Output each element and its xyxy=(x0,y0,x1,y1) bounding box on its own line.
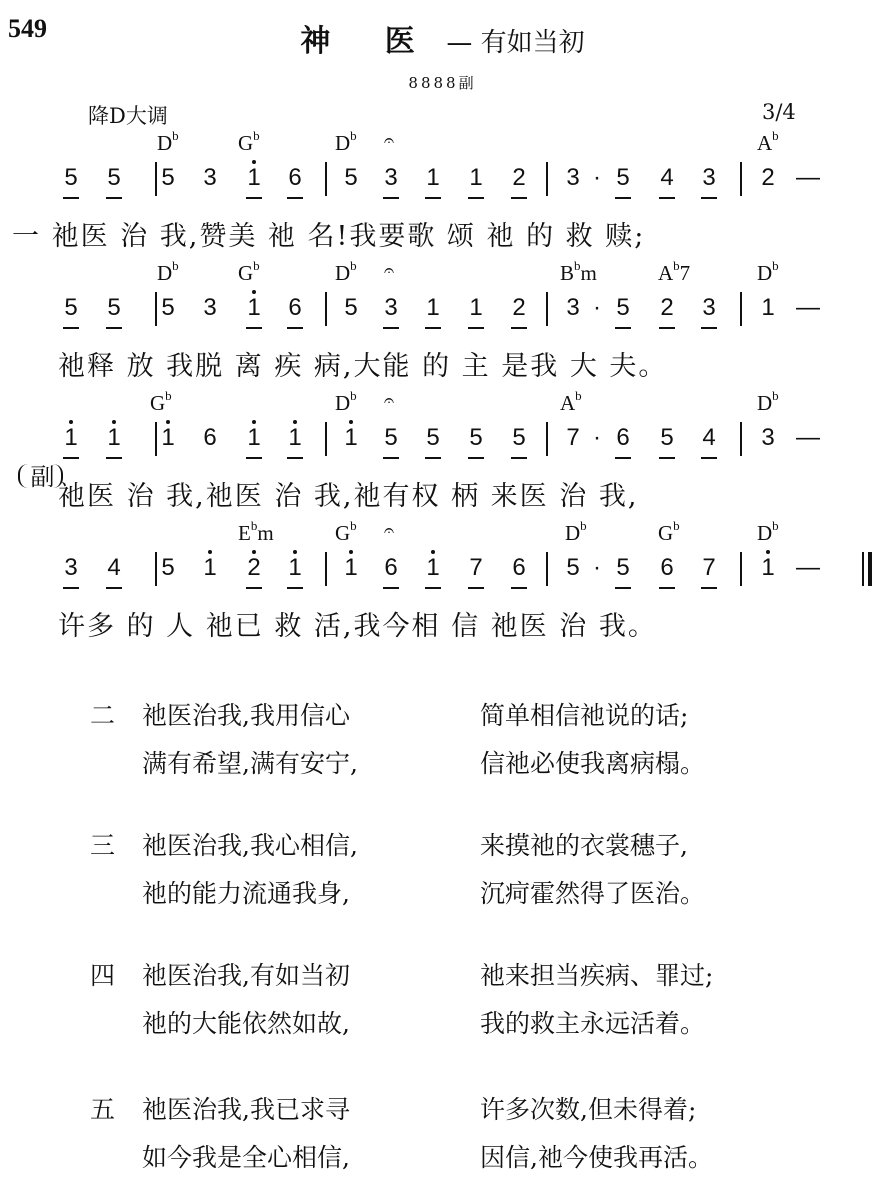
note: 5 xyxy=(508,424,530,452)
barline xyxy=(546,422,548,456)
note: 5 xyxy=(612,164,634,192)
note: 5 xyxy=(566,554,580,581)
note: 3 xyxy=(761,424,775,451)
stanza-line-right: 我的救主永远活着。 xyxy=(480,1009,706,1038)
note: 1 xyxy=(157,424,179,452)
hymn-title xyxy=(0,16,885,60)
note: 1 xyxy=(422,554,444,582)
stanza-number: 二 xyxy=(90,701,116,730)
note: 1 xyxy=(243,424,265,452)
stanza-line-right: 简单相信祂说的话; xyxy=(480,701,689,730)
dot: · xyxy=(593,554,601,581)
note: 1 xyxy=(243,294,265,322)
note: 1 xyxy=(465,164,487,192)
note: 6 xyxy=(380,554,402,582)
fermata-icon: 𝄐 xyxy=(384,390,395,411)
note: 1 xyxy=(199,554,221,582)
note: 1 xyxy=(340,424,362,452)
barline xyxy=(740,552,742,586)
stanza-number: 三 xyxy=(90,831,116,860)
stanza-line-right: 沉疴霍然得了医治。 xyxy=(480,879,706,908)
note: 1 xyxy=(103,424,125,452)
note: 3 xyxy=(566,294,580,321)
stanza-line-left: 祂的大能依然如故, xyxy=(142,1009,350,1038)
chord-symbol: $D^b$ xyxy=(565,518,587,545)
note: 3 xyxy=(698,294,720,322)
dot: · xyxy=(593,424,601,451)
chorus-label: 副 xyxy=(18,464,63,488)
stanza-line-left: 祂医治我,我心相信, xyxy=(142,831,358,860)
note: 3 xyxy=(60,554,82,582)
note: 5 xyxy=(656,424,678,452)
barline xyxy=(740,422,742,456)
lyrics-line: 祂释 放 我脱 离 疾 病,大能 的 主 是我 大 夫。 xyxy=(58,351,668,382)
note: 5 xyxy=(60,164,82,192)
note: 5 xyxy=(422,424,444,452)
dot: · xyxy=(593,294,601,321)
note: 1 xyxy=(757,554,779,582)
note: 3 xyxy=(380,164,402,192)
note: 7 xyxy=(698,554,720,582)
title-subtitle: — 有如当初 xyxy=(446,28,585,58)
note: 1 xyxy=(422,294,444,322)
note: 6 xyxy=(203,424,217,451)
lyrics-line: 一 祂医 治 我,赞美 祂 名!我要歌 颂 祂 的 救 赎; xyxy=(12,221,646,252)
note: 6 xyxy=(284,294,306,322)
hymn-number: 549 xyxy=(8,14,47,43)
note: 5 xyxy=(465,424,487,452)
note: 4 xyxy=(656,164,678,192)
chord-symbol: $D^b$ xyxy=(335,128,357,155)
note: 2 xyxy=(508,164,530,192)
note: 5 xyxy=(612,554,634,582)
chord-symbol: $G^b$ xyxy=(658,518,680,545)
note: 4 xyxy=(698,424,720,452)
note: 6 xyxy=(656,554,678,582)
stanza-number: 五 xyxy=(90,1095,116,1124)
stanza-line-left: 祂医治我,我已求寻 xyxy=(142,1095,350,1124)
note: 3 xyxy=(566,164,580,191)
barline xyxy=(325,422,327,456)
note: 5 xyxy=(103,294,125,322)
note: 3 xyxy=(698,164,720,192)
chord-symbol: $D^b$ xyxy=(335,258,357,285)
meter: 8888副 xyxy=(408,74,477,92)
note: 5 xyxy=(344,164,358,191)
barline xyxy=(740,162,742,196)
note: 6 xyxy=(508,554,530,582)
stanza-line-right: 信祂必使我离病榻。 xyxy=(480,749,706,778)
note: 5 xyxy=(380,424,402,452)
fermata-icon: 𝄐 xyxy=(384,260,395,281)
hold-dash: — xyxy=(796,164,820,191)
key-signature: 降D大调 xyxy=(88,104,168,128)
stanza-line-right: 许多次数,但未得着; xyxy=(480,1095,697,1124)
note: 5 xyxy=(161,164,175,191)
barline xyxy=(740,292,742,326)
dot: · xyxy=(593,164,601,191)
stanza-number: 四 xyxy=(90,961,116,990)
fermata-icon: 𝄐 xyxy=(384,130,395,151)
note: 1 xyxy=(284,554,306,582)
note: 1 xyxy=(243,164,265,192)
note: 3 xyxy=(380,294,402,322)
note: 2 xyxy=(508,294,530,322)
hold-dash: — xyxy=(796,554,820,581)
note: 5 xyxy=(161,294,175,321)
chord-symbol: $D^b$ xyxy=(757,258,779,285)
stanza-line-right: 祂来担当疾病、罪过; xyxy=(480,961,714,990)
lyrics-line: 许多 的 人 祂已 救 活,我今相 信 祂医 治 我。 xyxy=(58,611,657,642)
barline xyxy=(325,162,327,196)
note: 1 xyxy=(340,554,362,582)
note: 1 xyxy=(284,424,306,452)
title-main: 神 医 xyxy=(300,24,437,59)
note: 5 xyxy=(103,164,125,192)
chord-symbol: $E^bm$ xyxy=(238,518,274,545)
note: 6 xyxy=(284,164,306,192)
note: 4 xyxy=(103,554,125,582)
chord-symbol: $D^b$ xyxy=(157,128,179,155)
chord-symbol: $D^b$ xyxy=(757,518,779,545)
note: 3 xyxy=(203,294,217,321)
chord-symbol: $D^b$ xyxy=(335,388,357,415)
barline xyxy=(862,552,872,586)
chord-symbol: $G^b$ xyxy=(335,518,357,545)
chord-symbol: $B^bm$ xyxy=(560,258,597,285)
note: 7 xyxy=(465,554,487,582)
note: 5 xyxy=(161,554,175,581)
chord-symbol: $G^b$ xyxy=(238,128,260,155)
note: 5 xyxy=(612,294,634,322)
note: 2 xyxy=(761,164,775,191)
barline xyxy=(325,552,327,586)
stanza-line-right: 来摸祂的衣裳穗子, xyxy=(480,831,688,860)
chord-symbol: $A^b$ xyxy=(560,388,582,415)
stanza-line-left: 祂医治我,我用信心 xyxy=(142,701,350,730)
note: 7 xyxy=(566,424,580,451)
note: 5 xyxy=(60,294,82,322)
lyrics-line: 祂医 治 我,祂医 治 我,祂有权 柄 来医 治 我, xyxy=(58,481,639,512)
barline xyxy=(325,292,327,326)
time-signature: 3/4 xyxy=(762,100,796,124)
stanza-line-left: 满有希望,满有安宁, xyxy=(142,749,358,778)
note: 6 xyxy=(612,424,634,452)
barline xyxy=(546,292,548,326)
note: 1 xyxy=(465,294,487,322)
barline xyxy=(546,162,548,196)
note: 2 xyxy=(243,554,265,582)
chord-symbol: $D^b$ xyxy=(757,388,779,415)
note: 3 xyxy=(203,164,217,191)
hold-dash: — xyxy=(796,294,820,321)
chord-symbol: $G^b$ xyxy=(150,388,172,415)
note: 5 xyxy=(344,294,358,321)
note: 1 xyxy=(422,164,444,192)
stanza-line-right: 因信,祂今使我再活。 xyxy=(480,1143,713,1172)
stanza-line-left: 祂医治我,有如当初 xyxy=(142,961,350,990)
fermata-icon: 𝄐 xyxy=(384,520,395,541)
note: 1 xyxy=(60,424,82,452)
barline xyxy=(546,552,548,586)
note: 2 xyxy=(656,294,678,322)
chord-symbol: $A^b$ xyxy=(757,128,779,155)
chord-symbol: $D^b$ xyxy=(157,258,179,285)
stanza-line-left: 如今我是全心相信, xyxy=(142,1143,350,1172)
hold-dash: — xyxy=(796,424,820,451)
chord-symbol: $G^b$ xyxy=(238,258,260,285)
stanza-line-left: 祂的能力流通我身, xyxy=(142,879,350,908)
chord-symbol: $A^b7$ xyxy=(658,258,691,285)
note: 1 xyxy=(761,294,775,321)
